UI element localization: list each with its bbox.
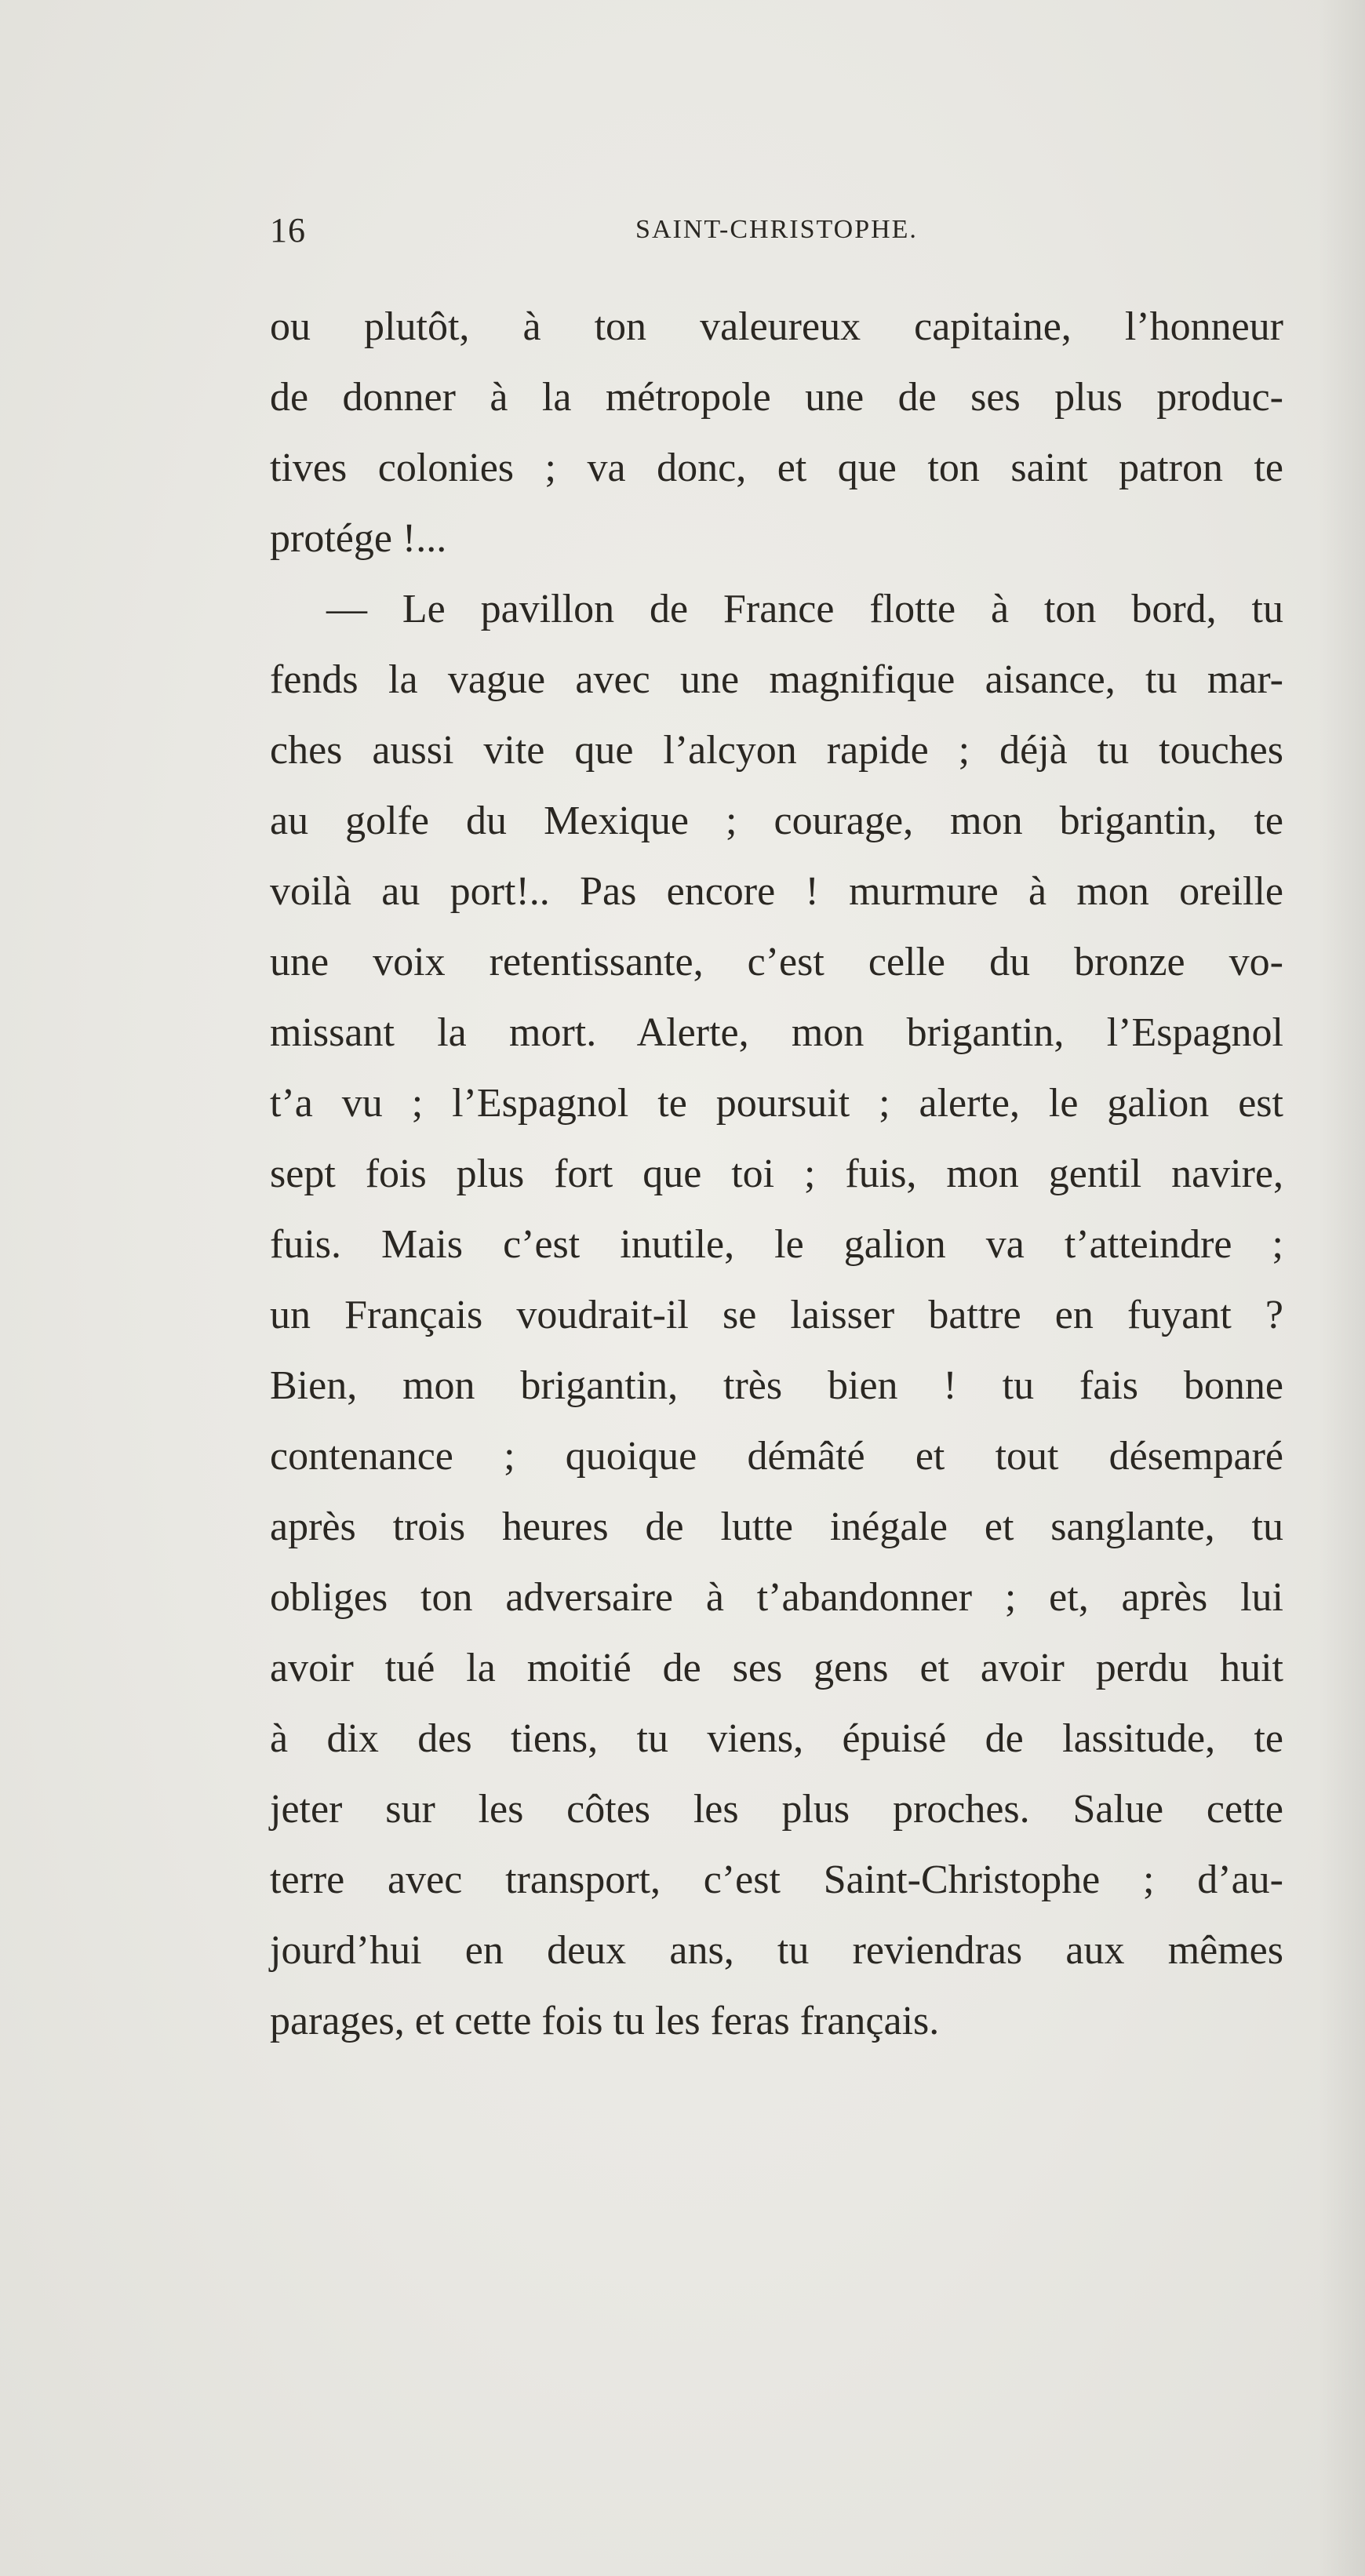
text-line-9: voilà au port!.. Pas encore ! murmure à mon oreille [270,869,1283,914]
text-line-18: après trois heures de lutte inégale et sanglante, tu [270,1504,1283,1549]
text-line-20: avoir tué la moitié de ses gens et avoir perdu huit [270,1646,1283,1690]
text-line-25: parages, et cette fois tu les feras français. [270,1999,940,2043]
text-line-24: jourd’hui en deux ans, tu reviendras aux mêmes [270,1928,1283,1973]
running-head [270,210,1283,265]
text-line-10: une voix retentissante, c’est celle du bronze vo- [270,940,1283,984]
text-line-6: fends la vague avec une magnifique aisance, tu mar- [270,657,1283,702]
text-line-1: ou plutôt, à ton valeureux capitaine, l’honneur [270,304,1283,349]
running-title: SAINT-CHRISTOPHE. [635,215,918,244]
text-line-2: de donner à la métropole une de ses plus produc- [270,375,1283,420]
text-line-8: au golfe du Mexique ; courage, mon brigantin, te [270,799,1283,843]
text-line-13: sept fois plus fort que toi ; fuis, mon gentil navire, [270,1152,1283,1196]
text-line-19: obliges ton adversaire à t’abandonner ; et, après lui [270,1575,1283,1620]
text-line-21: à dix des tiens, tu viens, épuisé de lassitude, te [270,1716,1283,1761]
page-number: 16 [270,211,306,249]
text-line-23: terre avec transport, c’est Saint-Christophe ; d’au- [270,1857,1283,1902]
text-line-12: t’a vu ; l’Espagnol te poursuit ; alerte, le galion est [270,1081,1283,1126]
text-line-7: ches aussi vite que l’alcyon rapide ; déjà tu touches [270,728,1283,773]
text-line-4: protége !... [270,516,447,561]
text-line-17: contenance ; quoique démâté et tout désemparé [270,1434,1283,1479]
text-line-15: un Français voudrait-il se laisser battre en fuyant ? [270,1293,1283,1337]
text-line-5: — Le pavillon de France flotte à ton bord, tu [326,587,1283,631]
text-line-22: jeter sur les côtes les plus proches. Salue cette [270,1787,1283,1832]
text-line-16: Bien, mon brigantin, très bien ! tu fais bonne [270,1363,1283,1408]
text-line-3: tives colonies ; va donc, et que ton saint patron te [270,446,1283,490]
body-text [270,292,1283,2057]
text-line-14: fuis. Mais c’est inutile, le galion va t’atteindre ; [270,1222,1283,1267]
text-line-11: missant la mort. Alerte, mon brigantin, l’Espagnol [270,1010,1283,1055]
